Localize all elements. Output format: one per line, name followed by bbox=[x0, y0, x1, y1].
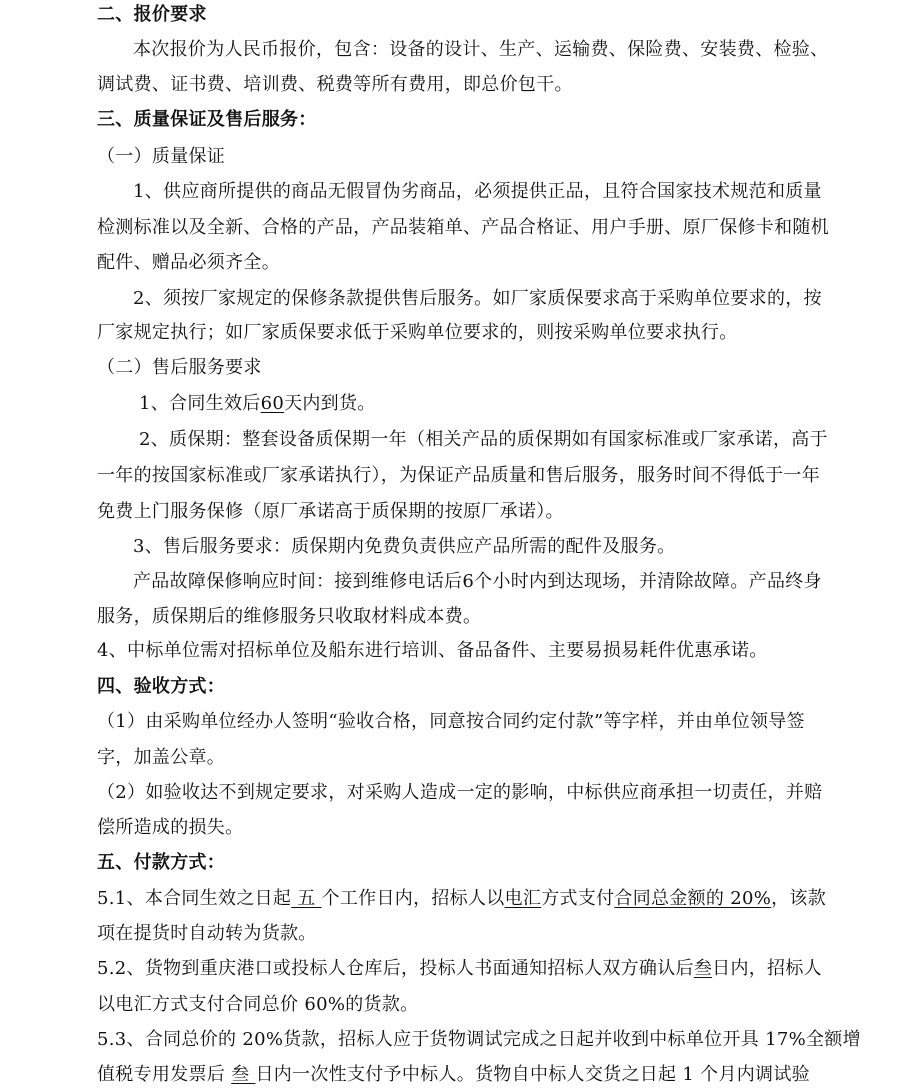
text-run: 日内一次性支付予中标人。货物自中标人交货之日起 1 个月内调试验 bbox=[255, 1064, 810, 1085]
text-run: 配件、赠品必须齐全。 bbox=[97, 252, 280, 273]
text-run: 厂家规定执行；如厂家质保要求低于采购单位要求的，则按采购单位要求执行。 bbox=[97, 322, 738, 343]
text-run: 字，加盖公章。 bbox=[97, 747, 226, 768]
paragraph-line bbox=[133, 39, 828, 61]
text-run: 一年的按国家标准或厂家承诺执行），为保证产品质量和售后服务，服务时间不得低于一年 bbox=[97, 465, 820, 486]
paragraph-line bbox=[97, 782, 822, 804]
text-run: 二、报价要求 bbox=[97, 4, 207, 25]
text-run: 5.1、本合同生效之日起 bbox=[97, 888, 292, 909]
text-run: （2）如验收达不到规定要求，对采购人造成一定的影响，中标供应商承担一切责任，并赔 bbox=[97, 782, 823, 803]
text-run: 检测标准以及全新、合格的产品，产品装箱单、产品合格证、用户手册、原厂保修卡和随机 bbox=[97, 217, 829, 238]
text-run: 5.2、货物到重庆港口或投标人仓库后，投标人书面通知招标人双方确认后 bbox=[97, 958, 694, 979]
text-run: 五、付款方式： bbox=[97, 852, 226, 873]
text-run: 2、须按厂家规定的保修条款提供售后服务。如厂家质保要求高于采购单位要求的，按 bbox=[133, 288, 822, 309]
section-heading bbox=[97, 852, 225, 874]
text-run: 3、售后服务要求：质保期内免费负责供应产品所需的配件及服务。 bbox=[133, 536, 676, 557]
text-run: （一）质量保证 bbox=[97, 146, 226, 167]
paragraph-line bbox=[97, 74, 573, 96]
text-run: 5.3、合同总价的 20%货款，招标人应于货物调试完成之日起并收到中标单位开具 17%全额增 bbox=[97, 1029, 861, 1050]
underlined-fill-in: 五 bbox=[291, 888, 322, 909]
paragraph-line bbox=[97, 501, 564, 523]
text-run: 日内，招标人 bbox=[712, 958, 822, 979]
underlined-fill-in: 合同总金额的 20% bbox=[614, 888, 772, 909]
text-run: 天内到货。 bbox=[284, 393, 376, 414]
text-run: ，该款 bbox=[771, 888, 827, 909]
paragraph-line bbox=[97, 747, 225, 769]
paragraph-line bbox=[133, 181, 822, 203]
paragraph-line bbox=[97, 465, 820, 487]
text-run: 项在提货时自动转为货款。 bbox=[97, 923, 317, 944]
text-run: 方式支付 bbox=[541, 888, 615, 909]
text-run: 1、合同生效后 bbox=[139, 393, 261, 414]
text-run: （二）售后服务要求 bbox=[97, 357, 262, 378]
paragraph-line bbox=[97, 817, 243, 839]
paragraph-line bbox=[139, 393, 376, 415]
paragraph-line bbox=[97, 923, 317, 945]
text-run: 产品故障保修响应时间：接到维修电话后6个小时内到达现场，并清除故障。产品终身 bbox=[133, 571, 822, 592]
text-run: 三、质量保证及售后服务： bbox=[97, 109, 317, 130]
underlined-fill-in: 叁 bbox=[693, 958, 713, 979]
section-heading bbox=[97, 4, 207, 26]
paragraph-line bbox=[133, 288, 822, 310]
paragraph-line bbox=[97, 357, 262, 379]
paragraph-line bbox=[97, 994, 418, 1016]
paragraph-line bbox=[97, 1064, 810, 1086]
text-run: 服务，质保期后的维修服务只收取材料成本费。 bbox=[97, 606, 482, 627]
text-run: 值税专用发票后 bbox=[97, 1064, 232, 1085]
text-run: 以电汇方式支付合同总价 60%的货款。 bbox=[97, 994, 419, 1015]
paragraph-line bbox=[97, 888, 826, 910]
text-run: 调试费、证书费、培训费、税费等所有费用，即总价包干。 bbox=[97, 74, 573, 95]
paragraph-line bbox=[97, 711, 805, 733]
text-run: 本次报价为人民币报价，包含：设备的设计、生产、运输费、保险费、安装费、检验、 bbox=[133, 39, 829, 60]
paragraph-line bbox=[139, 429, 828, 451]
text-run: 4、中标单位需对招标单位及船东进行培训、备品备件、主要易损易耗件优惠承诺。 bbox=[97, 640, 768, 661]
paragraph-line bbox=[97, 146, 225, 168]
paragraph-line bbox=[97, 252, 280, 274]
paragraph-line bbox=[97, 606, 481, 628]
text-run: （1）由采购单位经办人签明“验收合格，同意按合同约定付款”等字样，并由单位领导签 bbox=[97, 711, 805, 732]
text-run: 偿所造成的损失。 bbox=[97, 817, 244, 838]
paragraph-line bbox=[133, 536, 675, 558]
text-run: 1、供应商所提供的商品无假冒伪劣商品，必须提供正品，且符合国家技术规范和质量 bbox=[133, 181, 822, 202]
underlined-fill-in: 叁 bbox=[231, 1064, 256, 1085]
paragraph-line bbox=[133, 571, 822, 593]
underlined-fill-in: 60 bbox=[260, 393, 285, 414]
paragraph-line bbox=[97, 217, 829, 239]
text-run: 免费上门服务保修（原厂承诺高于质保期的按原厂承诺）。 bbox=[97, 501, 564, 522]
text-run: 2、质保期：整套设备质保期一年（相关产品的质保期如有国家标准或厂家承诺，高于 bbox=[139, 429, 828, 450]
paragraph-line bbox=[97, 640, 768, 662]
paragraph-line bbox=[97, 958, 822, 980]
paragraph-line bbox=[97, 322, 738, 344]
paragraph-line bbox=[97, 1029, 861, 1051]
section-heading bbox=[97, 676, 225, 698]
text-run: 个工作日内，招标人以 bbox=[321, 888, 505, 909]
underlined-fill-in: 电汇 bbox=[504, 888, 542, 909]
text-run: 四、验收方式： bbox=[97, 676, 226, 697]
section-heading bbox=[97, 109, 317, 131]
